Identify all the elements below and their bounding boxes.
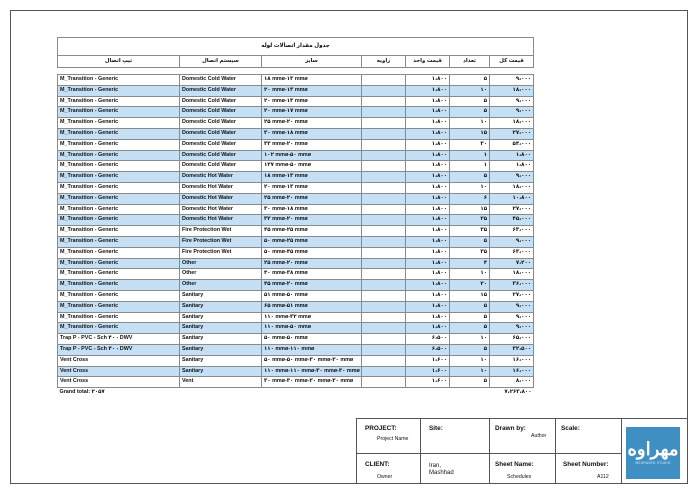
table-cell: ۱۰ — [450, 366, 490, 377]
table-cell — [362, 280, 406, 291]
table-cell: Sanitary — [180, 323, 262, 334]
table-cell: ۵ — [450, 323, 490, 334]
table-cell: M_Transition - Generic — [58, 182, 180, 193]
table-cell — [362, 75, 406, 86]
table-row — [58, 355, 534, 366]
table-cell: Domestic Cold Water — [180, 96, 262, 107]
table-cell: M_Transition - Generic — [58, 107, 180, 118]
table-cell: ۸،۰۰۰ — [490, 377, 534, 388]
table-cell — [362, 172, 406, 183]
table-row — [58, 236, 534, 247]
sheet-name-label: Sheet Name: — [495, 461, 534, 468]
table-cell: ۵ — [450, 107, 490, 118]
table-cell: M_Transition - Generic — [58, 75, 180, 86]
table-cell: ۳۲ mmø-۲۰ mmø — [262, 215, 362, 226]
table-cell — [362, 182, 406, 193]
header-spacer — [58, 68, 534, 75]
table-cell — [362, 269, 406, 280]
logo-mark: مهراوه — [627, 439, 679, 460]
client-label: CLIENT: — [365, 461, 390, 468]
table-cell: Fire Protection Wet — [180, 226, 262, 237]
table-cell: ۱،۸۰۰ — [406, 236, 450, 247]
table-cell: ۵۴،۰۰۰ — [490, 139, 534, 150]
table-cell — [362, 85, 406, 96]
column-header: قیمت واحد — [406, 56, 450, 68]
table-cell: ۳۰ mmø-۱۸ mmø — [262, 128, 362, 139]
table-cell — [362, 290, 406, 301]
table-cell: Trap P - PVC - Sch ۴۰ - DWV — [58, 344, 180, 355]
table-cell — [362, 344, 406, 355]
column-header: تعداد — [450, 56, 490, 68]
table-cell: ۱۰،۸۰۰ — [490, 193, 534, 204]
table-cell: ۱۰ — [450, 334, 490, 345]
table-cell: Domestic Cold Water — [180, 128, 262, 139]
table-cell: Fire Protection Wet — [180, 247, 262, 258]
table-cell: ۲۵ mmø-۲۰ mmø — [262, 258, 362, 269]
table-cell: ۱،۶۰۰ — [406, 377, 450, 388]
table-cell: ۱۱۰ mmø-۵۰ mmø — [262, 323, 362, 334]
table-cell: ۱،۸۰۰ — [406, 312, 450, 323]
table-cell: ۱۸،۰۰۰ — [490, 118, 534, 129]
table-cell: ۲۵ — [450, 215, 490, 226]
table-cell: ۱۵ — [450, 128, 490, 139]
table-cell: ۵ — [450, 377, 490, 388]
table-cell: ۴۵،۰۰۰ — [490, 215, 534, 226]
table-cell — [362, 355, 406, 366]
table-cell: M_Transition - Generic — [58, 118, 180, 129]
table-cell: Domestic Cold Water — [180, 118, 262, 129]
table-cell: ۳۲،۵۰۰ — [490, 344, 534, 355]
table-cell — [362, 226, 406, 237]
table-row — [58, 226, 534, 237]
table-cell: ۶۳،۰۰۰ — [490, 247, 534, 258]
table-cell: ۲۷،۰۰۰ — [490, 204, 534, 215]
column-header: سایز — [262, 56, 362, 68]
table-cell: ۱،۸۰۰ — [406, 172, 450, 183]
table-row — [58, 366, 534, 377]
table-cell: ۲۵ mmø-۲۰ mmø — [262, 193, 362, 204]
table-cell: ۶۵،۰۰۰ — [490, 334, 534, 345]
table-cell: ۶،۵۰۰ — [406, 334, 450, 345]
table-cell: Domestic Hot Water — [180, 193, 262, 204]
table-cell: M_Transition - Generic — [58, 193, 180, 204]
table-row — [58, 312, 534, 323]
table-cell — [362, 312, 406, 323]
table-cell: Domestic Hot Water — [180, 182, 262, 193]
table-cell — [362, 366, 406, 377]
table-cell: Trap P - PVC - Sch ۴۰ - DWV — [58, 334, 180, 345]
table-cell: ۵ — [450, 96, 490, 107]
table-cell: Domestic Cold Water — [180, 85, 262, 96]
table-cell: ۲۰ mmø-۱۳ mmø — [262, 85, 362, 96]
table-cell: ۱،۸۰۰ — [406, 258, 450, 269]
table-cell: Vent Cross — [58, 377, 180, 388]
table-cell — [362, 323, 406, 334]
table-cell: ۵ — [450, 344, 490, 355]
table-row — [58, 118, 534, 129]
table-cell: ۶،۵۰۰ — [406, 344, 450, 355]
table-cell: M_Transition - Generic — [58, 290, 180, 301]
table-cell: Sanitary — [180, 290, 262, 301]
table-cell — [362, 215, 406, 226]
table-cell: ۱،۸۰۰ — [406, 182, 450, 193]
table-cell: Sanitary — [180, 312, 262, 323]
table-cell: ۱،۸۰۰ — [406, 107, 450, 118]
table-cell: ۶ — [450, 193, 490, 204]
table-cell: ۱۸،۰۰۰ — [490, 85, 534, 96]
table-cell: ۵ — [450, 172, 490, 183]
table-cell: ۱۸ mmø-۱۳ mmø — [262, 172, 362, 183]
table-cell: ۶۵ mmø-۵۱ mmø — [262, 301, 362, 312]
table-cell: Other — [180, 269, 262, 280]
table-cell: ۵ — [450, 312, 490, 323]
table-cell: ۱،۸۰۰ — [490, 161, 534, 172]
table-cell: M_Transition - Generic — [58, 226, 180, 237]
fitting-schedule-table — [57, 37, 534, 398]
table-cell: ۱،۸۰۰ — [406, 118, 450, 129]
table-cell: Other — [180, 280, 262, 291]
table-cell: M_Transition - Generic — [58, 301, 180, 312]
table-cell: ۱۰ — [450, 355, 490, 366]
project-value: Project Name — [377, 436, 409, 442]
table-cell: Domestic Cold Water — [180, 75, 262, 86]
table-cell: M_Transition - Generic — [58, 85, 180, 96]
table-cell — [362, 96, 406, 107]
table-cell: ۳۰ mmø-۱۸ mmø — [262, 204, 362, 215]
table-cell: ۵۰ mmø-۵۰ mmø — [262, 334, 362, 345]
table-cell — [362, 161, 406, 172]
table-row — [58, 258, 534, 269]
table-row — [58, 344, 534, 355]
table-cell: ۱،۸۰۰ — [406, 204, 450, 215]
schedule-title: جدول مقدار اتصالات لوله — [58, 38, 534, 56]
table-row — [58, 323, 534, 334]
table-cell: ۹،۰۰۰ — [490, 75, 534, 86]
table-cell: M_Transition - Generic — [58, 323, 180, 334]
table-cell: Domestic Cold Water — [180, 161, 262, 172]
table-cell: ۱۰ — [450, 182, 490, 193]
table-cell: Vent Cross — [58, 366, 180, 377]
table-cell: M_Transition - Generic — [58, 312, 180, 323]
table-cell: M_Transition - Generic — [58, 247, 180, 258]
table-cell: ۱،۸۰۰ — [406, 128, 450, 139]
table-cell: M_Transition - Generic — [58, 280, 180, 291]
table-cell: ۱۸،۰۰۰ — [490, 182, 534, 193]
table-cell — [362, 193, 406, 204]
table-cell: ۱،۸۰۰ — [406, 139, 450, 150]
table-cell: ۱۵ — [450, 290, 490, 301]
table-cell: M_Transition - Generic — [58, 215, 180, 226]
table-cell: ۹،۰۰۰ — [490, 312, 534, 323]
table-cell: ۱۸ mmø-۱۳ mmø — [262, 75, 362, 86]
table-cell: ۵۰ mmø-۲۵ mmø — [262, 236, 362, 247]
table-cell: ۵۰ mmø-۵۰ mmø-۳۰ mmø-۳۰ mmø — [262, 355, 362, 366]
table-cell: ۹،۰۰۰ — [490, 301, 534, 312]
table-row — [58, 204, 534, 215]
table-cell — [362, 139, 406, 150]
table-cell: ۲۰ mmø-۱۳ mmø — [262, 96, 362, 107]
table-cell: ۱۲۷ mmø-۵۰ mmø — [262, 161, 362, 172]
table-cell: ۱،۸۰۰ — [406, 161, 450, 172]
table-cell: Other — [180, 258, 262, 269]
table-cell: ۳۵ — [450, 226, 490, 237]
table-cell — [362, 150, 406, 161]
table-cell: ۵ — [450, 236, 490, 247]
table-row — [58, 161, 534, 172]
table-cell: Sanitary — [180, 344, 262, 355]
tb-divider — [555, 419, 556, 483]
table-cell: ۴۵ mmø-۲۰ mmø — [262, 280, 362, 291]
table-cell: ۱۰ — [450, 269, 490, 280]
table-row — [58, 85, 534, 96]
table-cell: Sanitary — [180, 355, 262, 366]
table-cell: ۹،۰۰۰ — [490, 236, 534, 247]
table-cell: ۴۰ mmø-۳۸ mmø — [262, 269, 362, 280]
table-cell: Fire Protection Wet — [180, 236, 262, 247]
table-row — [58, 96, 534, 107]
table-cell: M_Transition - Generic — [58, 236, 180, 247]
table-cell: ۴۵ mmø-۲۵ mmø — [262, 226, 362, 237]
table-cell: M_Transition - Generic — [58, 269, 180, 280]
table-row — [58, 247, 534, 258]
grand-total-value: ۷،۲۶۳،۸۰۰ — [504, 389, 532, 396]
table-cell — [362, 258, 406, 269]
table-cell: ۵ — [450, 301, 490, 312]
table-cell: Vent — [180, 377, 262, 388]
table-row — [58, 172, 534, 183]
table-cell: ۵ — [450, 75, 490, 86]
title-block — [356, 418, 688, 484]
location-line1: Iran, — [429, 463, 442, 469]
table-row — [58, 75, 534, 86]
table-cell: ۱،۸۰۰ — [406, 226, 450, 237]
table-cell: M_Transition - Generic — [58, 172, 180, 183]
table-cell: ۵۰ mmø-۴۵ mmø — [262, 247, 362, 258]
table-cell — [362, 128, 406, 139]
sheet-name-value: Schedules — [507, 474, 532, 480]
table-cell: ۲۷،۰۰۰ — [490, 128, 534, 139]
table-cell: ۱۶،۰۰۰ — [490, 366, 534, 377]
client-value: Owner — [377, 474, 393, 480]
table-cell: Sanitary — [180, 301, 262, 312]
table-cell: ۱۰۲ mmø-۵۰ mmø — [262, 150, 362, 161]
table-row — [58, 150, 534, 161]
table-cell: ۹،۰۰۰ — [490, 172, 534, 183]
table-cell: ۱،۶۰۰ — [406, 355, 450, 366]
table-row — [58, 377, 534, 388]
table-row — [58, 280, 534, 291]
table-cell: ۱ — [450, 161, 490, 172]
table-cell: Domestic Cold Water — [180, 107, 262, 118]
table-cell: ۳۰ mmø-۳۰ mmø-۳۰ mmø-۳۰ mmø — [262, 377, 362, 388]
table-cell: ۲۰ mmø-۱۳ mmø — [262, 182, 362, 193]
table-cell: M_Transition - Generic — [58, 139, 180, 150]
table-cell: Domestic Cold Water — [180, 139, 262, 150]
table-cell: Domestic Hot Water — [180, 204, 262, 215]
table-cell: Sanitary — [180, 334, 262, 345]
table-cell: ۱،۸۰۰ — [406, 247, 450, 258]
table-cell: ۱،۸۰۰ — [406, 323, 450, 334]
table-row — [58, 301, 534, 312]
table-cell: ۱،۸۰۰ — [490, 150, 534, 161]
table-cell: M_Transition - Generic — [58, 258, 180, 269]
table-cell: ۹،۰۰۰ — [490, 107, 534, 118]
table-row — [58, 334, 534, 345]
table-cell: ۱،۸۰۰ — [406, 280, 450, 291]
tb-divider — [621, 419, 622, 483]
table-cell: ۱۶،۰۰۰ — [490, 355, 534, 366]
table-row — [58, 215, 534, 226]
table-cell: Domestic Hot Water — [180, 215, 262, 226]
grand-total-label: Grand total: ۲۰۵۷ — [59, 389, 105, 396]
table-cell: ۱،۸۰۰ — [406, 75, 450, 86]
table-row — [58, 107, 534, 118]
table-row — [58, 290, 534, 301]
sheet-number-value: A112 — [597, 474, 609, 480]
scale-label: Scale: — [561, 425, 580, 432]
table-cell — [362, 334, 406, 345]
sheet-number-label: Sheet Number: — [563, 461, 609, 468]
table-row — [58, 128, 534, 139]
table-cell: ۹،۰۰۰ — [490, 96, 534, 107]
table-cell: M_Transition - Generic — [58, 128, 180, 139]
table-cell: ۳۰ — [450, 139, 490, 150]
table-cell: ۱،۸۰۰ — [406, 215, 450, 226]
table-cell: ۵۱ mmø-۵۰ mmø — [262, 290, 362, 301]
table-cell: ۱۵ — [450, 204, 490, 215]
table-row — [58, 269, 534, 280]
table-cell: ۳۶،۰۰۰ — [490, 280, 534, 291]
table-cell: ۲۰ mmø-۱۷ mmø — [262, 107, 362, 118]
table-cell: ۱۱۰ mmø-۱۱۰ mmø — [262, 344, 362, 355]
table-cell: ۴ — [450, 258, 490, 269]
table-cell: ۱،۸۰۰ — [406, 193, 450, 204]
site-label: Site: — [429, 425, 443, 432]
table-cell: ۱۰ — [450, 85, 490, 96]
table-cell: ۱۸،۰۰۰ — [490, 269, 534, 280]
drawn-by-value: Author — [531, 433, 547, 439]
table-cell: Sanitary — [180, 366, 262, 377]
table-cell — [362, 204, 406, 215]
table-row — [58, 139, 534, 150]
table-cell: ۲۵ mmø-۲۰ mmø — [262, 118, 362, 129]
column-header: سیستم اتصال — [180, 56, 262, 68]
table-cell — [362, 301, 406, 312]
table-cell: M_Transition - Generic — [58, 204, 180, 215]
table-row — [58, 182, 534, 193]
table-cell: ۱۰ — [450, 118, 490, 129]
table-row — [58, 193, 534, 204]
table-cell: ۷،۲۰۰ — [490, 258, 534, 269]
table-cell: ۱،۸۰۰ — [406, 150, 450, 161]
column-header: قیمت کل — [490, 56, 534, 68]
column-header: تیپ اتصال — [58, 56, 180, 68]
table-cell: ۱،۸۰۰ — [406, 290, 450, 301]
table-cell — [362, 377, 406, 388]
table-cell: ۲۷،۰۰۰ — [490, 290, 534, 301]
table-cell: M_Transition - Generic — [58, 161, 180, 172]
drawn-by-label: Drawn by: — [495, 425, 526, 432]
table-cell: Domestic Hot Water — [180, 172, 262, 183]
table-cell: ۱ — [450, 150, 490, 161]
table-cell: ۱،۸۰۰ — [406, 301, 450, 312]
table-cell: ۱،۶۰۰ — [406, 366, 450, 377]
table-cell: ۱،۸۰۰ — [406, 85, 450, 96]
table-cell: ۳۲ mmø-۲۰ mmø — [262, 139, 362, 150]
grand-total-row — [58, 388, 534, 399]
table-cell: ۱۱۰ mmø-۳۲ mmø — [262, 312, 362, 323]
table-cell: Vent Cross — [58, 355, 180, 366]
tb-divider — [357, 453, 621, 454]
table-cell — [362, 118, 406, 129]
table-cell: M_Transition - Generic — [58, 96, 180, 107]
table-cell: ۹،۰۰۰ — [490, 323, 534, 334]
table-cell: ۱،۸۰۰ — [406, 96, 450, 107]
table-cell — [362, 247, 406, 258]
table-cell: ۱۱۰ mmø-۱۱۰ mmø-۳۰ mmø-۳۰ mmø — [262, 366, 362, 377]
table-cell — [362, 107, 406, 118]
table-cell: ۲۰ — [450, 280, 490, 291]
table-cell: Domestic Cold Water — [180, 150, 262, 161]
table-cell: ۳۵ — [450, 247, 490, 258]
column-header: زاویه — [362, 56, 406, 68]
logo-subtext: MEHRAVEH STUDIO — [635, 461, 671, 465]
project-label: PROJECT: — [365, 425, 397, 432]
location-line2: Mashhad — [429, 470, 454, 476]
table-cell: M_Transition - Generic — [58, 150, 180, 161]
table-cell: ۶۳،۰۰۰ — [490, 226, 534, 237]
studio-logo — [626, 427, 680, 479]
table-cell: ۱،۸۰۰ — [406, 269, 450, 280]
tb-divider — [420, 419, 421, 483]
tb-divider — [489, 419, 490, 483]
table-cell — [362, 236, 406, 247]
